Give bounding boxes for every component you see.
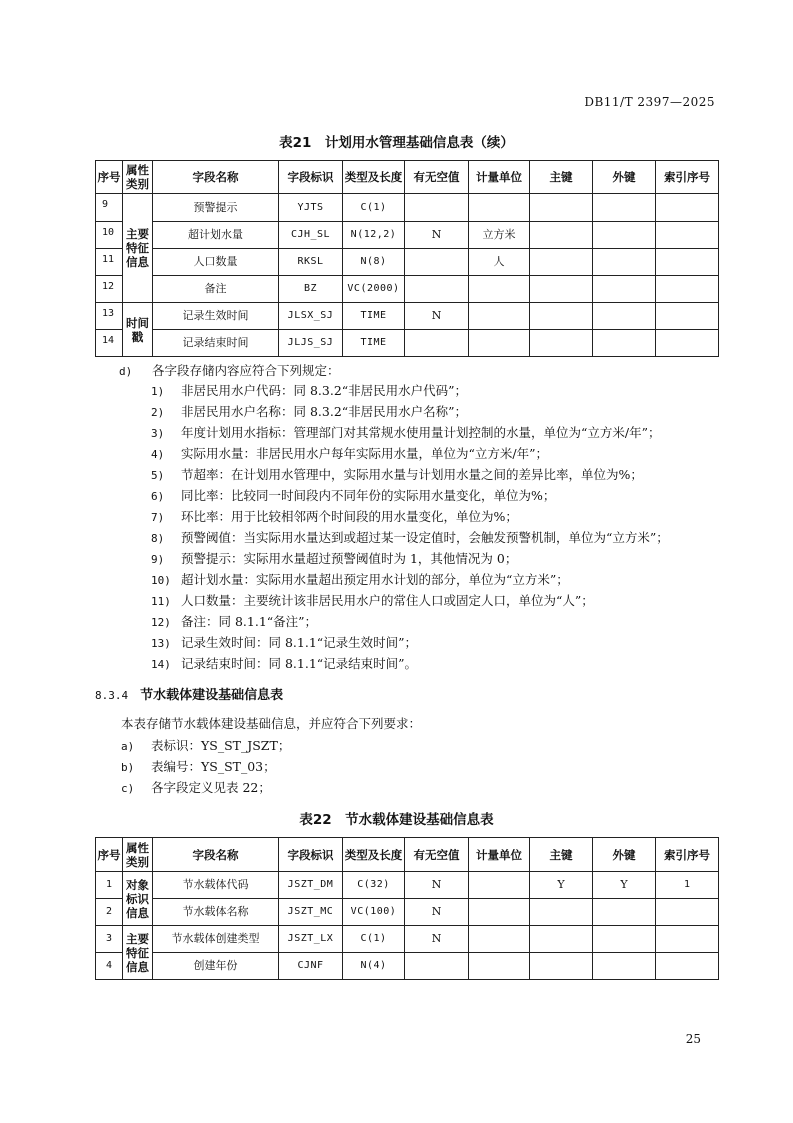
row-index: 14	[96, 330, 123, 357]
nullable	[405, 953, 469, 980]
field-id: JSZT_LX	[279, 926, 343, 953]
list-marker: 8)	[151, 532, 165, 545]
row-index: 1	[96, 872, 123, 899]
header-cell: 外键	[593, 838, 656, 872]
field-name: 备注	[153, 276, 279, 303]
foreign-key	[593, 303, 656, 330]
primary-key	[530, 303, 593, 330]
field-id: BZ	[279, 276, 343, 303]
field-id: JSZT_MC	[279, 899, 343, 926]
list-item-text: 环比率：用于比较相邻两个时间段的用水量变化，单位为%；	[181, 509, 518, 524]
table-row	[96, 276, 719, 303]
unit	[469, 926, 530, 953]
index-no	[656, 330, 719, 357]
section-heading	[95, 684, 283, 703]
foreign-key	[593, 222, 656, 249]
table22-caption: 表22 节水载体建设基础信息表	[299, 812, 494, 828]
index-no	[656, 899, 719, 926]
table-row	[96, 194, 719, 222]
field-id: YJTS	[279, 194, 343, 222]
category-object-id: 对象标识信息	[123, 872, 153, 926]
primary-key	[530, 953, 593, 980]
field-type: C(32)	[343, 872, 405, 899]
list-marker: 13)	[151, 637, 171, 650]
unit	[469, 276, 530, 303]
unit	[469, 303, 530, 330]
row-index: 3	[96, 926, 123, 953]
foreign-key	[593, 926, 656, 953]
index-no	[656, 303, 719, 330]
table-row	[96, 303, 719, 330]
list-marker: 9)	[151, 553, 165, 566]
header-cell: 有无空值	[405, 838, 469, 872]
list-item	[151, 549, 517, 567]
field-id: CJH_SL	[279, 222, 343, 249]
foreign-key: Y	[593, 872, 656, 899]
list-item-text: 表标识：YS_ST_JSZT；	[151, 738, 291, 753]
primary-key	[530, 249, 593, 276]
list-item	[151, 444, 548, 462]
field-type: N(8)	[343, 249, 405, 276]
unit	[469, 953, 530, 980]
list-item	[151, 381, 467, 399]
field-type: VC(2000)	[343, 276, 405, 303]
list-item-text: 非居民用水户名称：同 8.3.2“非居民用水户名称”；	[181, 404, 468, 419]
header-cell: 有无空值	[405, 161, 469, 194]
field-type: TIME	[343, 330, 405, 357]
foreign-key	[593, 899, 656, 926]
row-index: 13	[96, 303, 123, 330]
foreign-key	[593, 330, 656, 357]
header-cell: 索引序号	[656, 161, 719, 194]
notes-intro	[119, 361, 340, 379]
list-item-text: 非居民用水户代码：同 8.3.2“非居民用水户代码”；	[181, 383, 468, 398]
header-cell: 字段名称	[153, 161, 279, 194]
foreign-key	[593, 194, 656, 222]
list-item	[151, 423, 661, 441]
list-marker: 10)	[151, 574, 171, 587]
header-cell: 字段标识	[279, 838, 343, 872]
list-item-text: 超计划水量：实际用水量超出预定用水计划的部分，单位为“立方米”；	[181, 572, 569, 587]
list-item-text: 节超率：在计划用水管理中，实际用水量与计划用水量之间的差异比率，单位为%；	[181, 467, 643, 482]
header-cell: 计量单位	[469, 161, 530, 194]
foreign-key	[593, 249, 656, 276]
field-type: C(1)	[343, 926, 405, 953]
list-marker: 3)	[151, 427, 165, 440]
field-name: 预警提示	[153, 194, 279, 222]
header-cell: 字段标识	[279, 161, 343, 194]
table-row	[96, 872, 719, 899]
field-id: CJNF	[279, 953, 343, 980]
list-item	[151, 402, 467, 420]
nullable	[405, 194, 469, 222]
table21	[95, 160, 719, 357]
header-cell: 外键	[593, 161, 656, 194]
list-item	[121, 757, 276, 775]
list-marker: 14)	[151, 658, 171, 671]
header-cell: 主键	[530, 161, 593, 194]
unit: 立方米	[469, 222, 530, 249]
row-index: 11	[96, 249, 123, 276]
header-cell: 计量单位	[469, 838, 530, 872]
primary-key	[530, 899, 593, 926]
list-marker: 4)	[151, 448, 165, 461]
header-cell: 序号	[96, 838, 123, 872]
table-header-row	[96, 838, 719, 872]
foreign-key	[593, 953, 656, 980]
list-item	[151, 591, 594, 609]
index-no	[656, 194, 719, 222]
field-id: JLJS_SJ	[279, 330, 343, 357]
primary-key	[530, 194, 593, 222]
list-item-text: 预警提示：实际用水量超过预警阈值时为 1，其他情况为 0；	[181, 551, 518, 566]
field-id: RKSL	[279, 249, 343, 276]
nullable: N	[405, 899, 469, 926]
list-item-text: 同比率：比较同一时间段内不同年份的实际用水量变化，单位为%；	[181, 488, 556, 503]
table-row	[96, 222, 719, 249]
field-type: VC(100)	[343, 899, 405, 926]
list-marker: 11)	[151, 595, 171, 608]
table21-caption: 表21 计划用水管理基础信息表（续）	[279, 135, 514, 151]
header-cell: 属性类别	[123, 838, 153, 872]
field-name: 创建年份	[153, 953, 279, 980]
header-cell: 主键	[530, 838, 593, 872]
list-item	[151, 486, 555, 504]
header-cell: 索引序号	[656, 838, 719, 872]
standard-number: DB11/T 2397—2025	[584, 95, 715, 109]
field-name: 节水载体名称	[153, 899, 279, 926]
list-marker: c)	[121, 782, 135, 795]
category-main-feature: 主要特征信息	[123, 194, 153, 303]
field-name: 节水载体代码	[153, 872, 279, 899]
nullable: N	[405, 926, 469, 953]
list-item	[151, 633, 417, 651]
table-row	[96, 953, 719, 980]
index-no	[656, 926, 719, 953]
list-item-text: 年度计划用水指标：管理部门对其常规水使用量计划控制的水量，单位为“立方米/年”；	[181, 425, 661, 440]
list-marker: a)	[121, 740, 135, 753]
field-name: 节水载体创建类型	[153, 926, 279, 953]
row-index: 10	[96, 222, 123, 249]
field-id: JLSX_SJ	[279, 303, 343, 330]
nullable: N	[405, 872, 469, 899]
index-no: 1	[656, 872, 719, 899]
list-marker: 6)	[151, 490, 165, 503]
section-number: 8.3.4	[95, 689, 129, 702]
notes-intro-text: 各字段存储内容应符合下列规定：	[152, 363, 340, 378]
primary-key	[530, 330, 593, 357]
list-marker: 5)	[151, 469, 165, 482]
foreign-key	[593, 276, 656, 303]
list-item	[151, 654, 417, 672]
list-marker: 7)	[151, 511, 165, 524]
unit	[469, 899, 530, 926]
primary-key	[530, 276, 593, 303]
unit	[469, 330, 530, 357]
list-item	[121, 778, 271, 796]
row-index: 9	[96, 194, 123, 222]
list-item-text: 预警阈值：当实际用水量达到或超过某一设定值时，会触发预警机制，单位为“立方米”；	[181, 530, 669, 545]
unit: 人	[469, 249, 530, 276]
index-no	[656, 276, 719, 303]
list-item	[151, 570, 569, 588]
unit	[469, 194, 530, 222]
nullable	[405, 330, 469, 357]
list-marker: b)	[121, 761, 135, 774]
list-item-text: 记录结束时间：同 8.1.1“记录结束时间”。	[181, 656, 418, 671]
header-cell: 字段名称	[153, 838, 279, 872]
list-item	[121, 736, 290, 754]
list-item	[151, 507, 518, 525]
list-item-text: 备注：同 8.1.1“备注”；	[181, 614, 318, 629]
table-row	[96, 330, 719, 357]
list-item	[151, 465, 643, 483]
field-type: N(12,2)	[343, 222, 405, 249]
header-cell: 序号	[96, 161, 123, 194]
list-item-text: 记录生效时间：同 8.1.1“记录生效时间”；	[181, 635, 418, 650]
list-item-text: 各字段定义见表 22；	[151, 780, 271, 795]
list-item-text: 表编号：YS_ST_03；	[151, 759, 276, 774]
category-main-feature: 主要特征信息	[123, 926, 153, 980]
list-item-text: 实际用水量：非居民用水户每年实际用水量，单位为“立方米/年”；	[181, 446, 548, 461]
field-name: 超计划水量	[153, 222, 279, 249]
row-index: 4	[96, 953, 123, 980]
table-row	[96, 249, 719, 276]
list-marker: 1)	[151, 385, 165, 398]
nullable	[405, 249, 469, 276]
list-item-text: 人口数量：主要统计该非居民用水户的常住人口或固定人口，单位为“人”；	[181, 593, 594, 608]
section-intro: 本表存储节水载体建设基础信息，并应符合下列要求：	[121, 716, 422, 731]
field-type: C(1)	[343, 194, 405, 222]
unit	[469, 872, 530, 899]
table-row	[96, 899, 719, 926]
list-marker: d)	[119, 365, 133, 378]
row-index: 12	[96, 276, 123, 303]
field-name: 记录结束时间	[153, 330, 279, 357]
index-no	[656, 249, 719, 276]
field-type: TIME	[343, 303, 405, 330]
nullable	[405, 276, 469, 303]
page-number: 25	[685, 1032, 701, 1046]
category-timestamp: 时间戳	[123, 303, 153, 357]
list-item	[151, 528, 669, 546]
table-row	[96, 926, 719, 953]
index-no	[656, 222, 719, 249]
field-name: 记录生效时间	[153, 303, 279, 330]
field-id: JSZT_DM	[279, 872, 343, 899]
section-title: 节水载体建设基础信息表	[140, 688, 284, 703]
primary-key	[530, 222, 593, 249]
field-name: 人口数量	[153, 249, 279, 276]
header-cell: 属性类别	[123, 161, 153, 194]
header-cell: 类型及长度	[343, 838, 405, 872]
table-header-row	[96, 161, 719, 194]
table22	[95, 837, 719, 980]
header-cell: 类型及长度	[343, 161, 405, 194]
primary-key	[530, 926, 593, 953]
list-marker: 12)	[151, 616, 171, 629]
list-marker: 2)	[151, 406, 165, 419]
row-index: 2	[96, 899, 123, 926]
nullable: N	[405, 303, 469, 330]
field-type: N(4)	[343, 953, 405, 980]
index-no	[656, 953, 719, 980]
nullable: N	[405, 222, 469, 249]
primary-key: Y	[530, 872, 593, 899]
list-item	[151, 612, 317, 630]
